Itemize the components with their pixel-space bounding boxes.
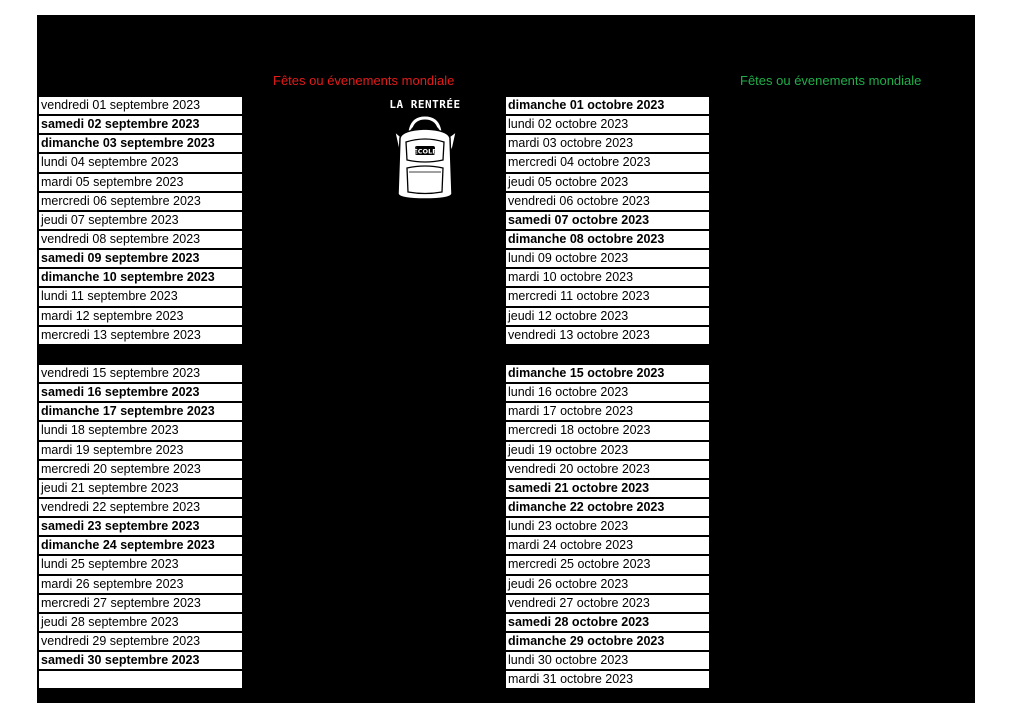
day-row: lundi 02 octobre 2023 xyxy=(505,115,710,134)
day-row: mardi 10 octobre 2023 xyxy=(505,268,710,287)
day-row: jeudi 21 septembre 2023 xyxy=(38,479,243,498)
day-row: mardi 12 septembre 2023 xyxy=(38,307,243,326)
weekend-day-row: dimanche 15 octobre 2023 xyxy=(505,364,710,383)
day-row: lundi 09 octobre 2023 xyxy=(505,249,710,268)
day-row: vendredi 20 octobre 2023 xyxy=(505,460,710,479)
october-day-list xyxy=(505,96,710,689)
day-row: mardi 26 septembre 2023 xyxy=(38,575,243,594)
weekend-day-row: dimanche 24 septembre 2023 xyxy=(38,536,243,555)
weekend-day-row: dimanche 29 octobre 2023 xyxy=(505,632,710,651)
weekend-day-row: samedi 21 octobre 2023 xyxy=(505,479,710,498)
weekend-day-row: dimanche 17 septembre 2023 xyxy=(38,402,243,421)
day-row: mercredi 27 septembre 2023 xyxy=(38,594,243,613)
day-row: mardi 05 septembre 2023 xyxy=(38,173,243,192)
row-spacer xyxy=(505,345,710,364)
day-row: lundi 23 octobre 2023 xyxy=(505,517,710,536)
day-row: vendredi 13 octobre 2023 xyxy=(505,326,710,345)
day-row: mardi 31 octobre 2023 xyxy=(505,670,710,689)
day-row: jeudi 12 octobre 2023 xyxy=(505,307,710,326)
day-row: vendredi 27 octobre 2023 xyxy=(505,594,710,613)
day-row: mardi 19 septembre 2023 xyxy=(38,441,243,460)
day-row: vendredi 29 septembre 2023 xyxy=(38,632,243,651)
bag-label: ÉCOLE xyxy=(413,147,437,156)
weekend-day-row: samedi 28 octobre 2023 xyxy=(505,613,710,632)
day-row: mercredi 20 septembre 2023 xyxy=(38,460,243,479)
day-row: mercredi 06 septembre 2023 xyxy=(38,192,243,211)
weekend-day-row: dimanche 10 septembre 2023 xyxy=(38,268,243,287)
day-row: jeudi 19 octobre 2023 xyxy=(505,441,710,460)
day-row: lundi 04 septembre 2023 xyxy=(38,153,243,172)
weekend-day-row: samedi 09 septembre 2023 xyxy=(38,249,243,268)
day-row: jeudi 28 septembre 2023 xyxy=(38,613,243,632)
weekend-day-row: dimanche 03 septembre 2023 xyxy=(38,134,243,153)
weekend-day-row: dimanche 22 octobre 2023 xyxy=(505,498,710,517)
day-row: mercredi 13 septembre 2023 xyxy=(38,326,243,345)
day-row: jeudi 26 octobre 2023 xyxy=(505,575,710,594)
october-events-heading: Fêtes ou évenements mondiale xyxy=(740,73,922,88)
day-row: lundi 30 octobre 2023 xyxy=(505,651,710,670)
day-row: lundi 11 septembre 2023 xyxy=(38,287,243,306)
weekend-day-row: dimanche 08 octobre 2023 xyxy=(505,230,710,249)
day-row: mardi 03 octobre 2023 xyxy=(505,134,710,153)
day-row: vendredi 01 septembre 2023 xyxy=(38,96,243,115)
empty-day-row xyxy=(38,670,243,689)
weekend-day-row: samedi 23 septembre 2023 xyxy=(38,517,243,536)
september-events-heading: Fêtes ou évenements mondiale xyxy=(273,73,455,88)
day-row: mercredi 11 octobre 2023 xyxy=(505,287,710,306)
day-row: vendredi 08 septembre 2023 xyxy=(38,230,243,249)
day-row: vendredi 22 septembre 2023 xyxy=(38,498,243,517)
weekend-day-row: samedi 02 septembre 2023 xyxy=(38,115,243,134)
day-row: jeudi 05 octobre 2023 xyxy=(505,173,710,192)
day-row: jeudi 07 septembre 2023 xyxy=(38,211,243,230)
day-row: lundi 18 septembre 2023 xyxy=(38,421,243,440)
day-row: lundi 16 octobre 2023 xyxy=(505,383,710,402)
september-day-list xyxy=(38,96,243,689)
day-row: mardi 17 octobre 2023 xyxy=(505,402,710,421)
day-row: vendredi 15 septembre 2023 xyxy=(38,364,243,383)
day-row: mercredi 18 octobre 2023 xyxy=(505,421,710,440)
day-row: vendredi 06 octobre 2023 xyxy=(505,192,710,211)
day-row: mercredi 25 octobre 2023 xyxy=(505,555,710,574)
day-row: mardi 24 octobre 2023 xyxy=(505,536,710,555)
rentree-banner: LA RENTRÉE xyxy=(389,98,461,111)
weekend-day-row: samedi 30 septembre 2023 xyxy=(38,651,243,670)
weekend-day-row: samedi 07 octobre 2023 xyxy=(505,211,710,230)
weekend-day-row: samedi 16 septembre 2023 xyxy=(38,383,243,402)
row-spacer xyxy=(38,345,243,364)
back-to-school-illustration xyxy=(380,98,470,203)
day-row: lundi 25 septembre 2023 xyxy=(38,555,243,574)
weekend-day-row: dimanche 01 octobre 2023 xyxy=(505,96,710,115)
day-row: mercredi 04 octobre 2023 xyxy=(505,153,710,172)
backpack-icon xyxy=(380,98,470,203)
